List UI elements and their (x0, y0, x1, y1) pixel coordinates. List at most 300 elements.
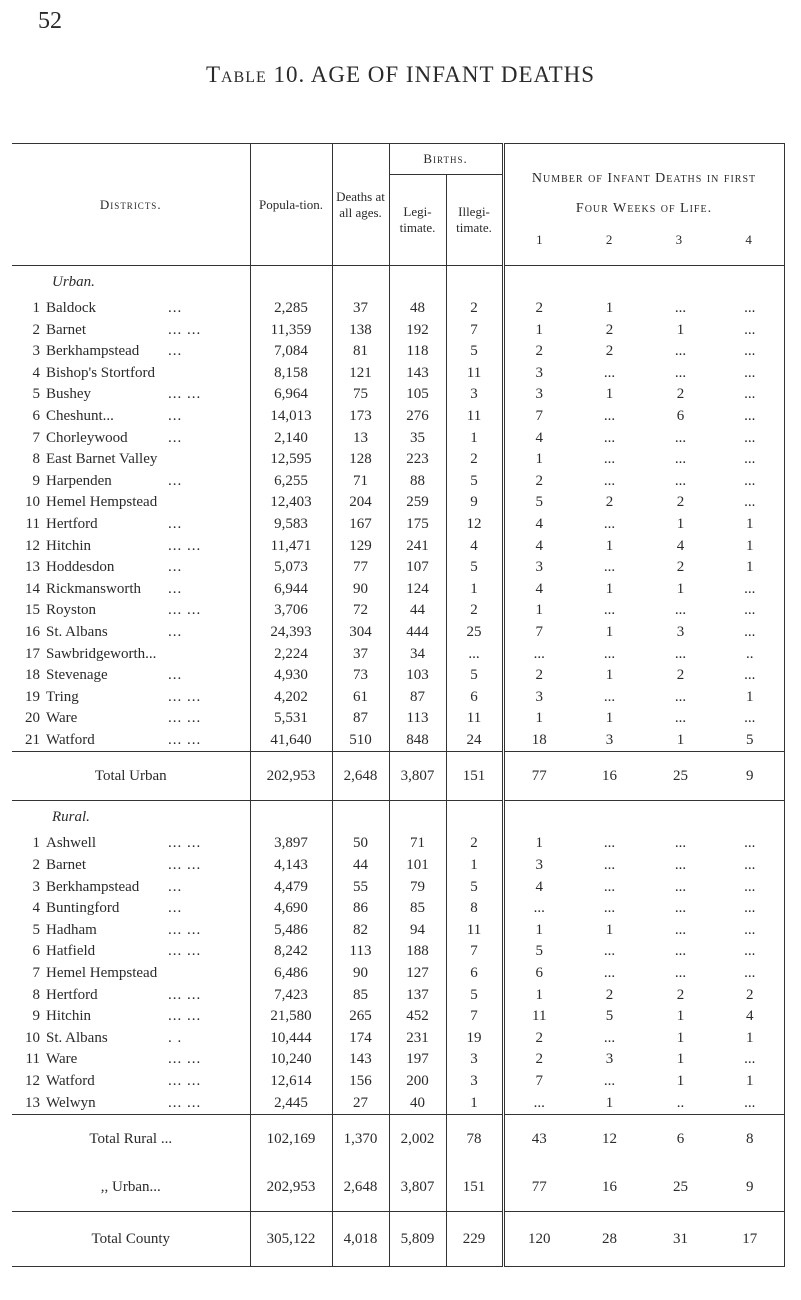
cell-ill: 5 (446, 985, 503, 1007)
district-name: Ashwell (46, 835, 96, 852)
cell-w4: ... (716, 898, 784, 920)
cell-ill: 2 (446, 600, 503, 622)
cell-w4: .. (716, 644, 784, 666)
cell-deaths: 113 (332, 941, 389, 963)
cell-w1: 2 (503, 471, 574, 493)
cell-w2: 2 (605, 494, 614, 511)
cell-deaths: 87 (332, 708, 389, 730)
leader-dots: ... (168, 429, 183, 446)
cell-w2: ... (603, 878, 616, 895)
leader-dots: ... (168, 878, 183, 895)
district-cell (12, 665, 250, 687)
district-cell (12, 384, 250, 406)
cell-pop: 6,486 (250, 963, 332, 985)
cell-w2: ... (603, 1073, 616, 1089)
district-name: East Barnet Valley (46, 451, 158, 468)
cell-ill: 5 (446, 341, 503, 363)
cell-w2: ... (603, 407, 616, 424)
cell-w4: 1 (716, 536, 784, 558)
cell-w4: 1 (716, 687, 784, 709)
district-name: Chorleywood (46, 429, 128, 446)
cell-deaths: 143 (332, 1049, 389, 1071)
cell-w2: ... (603, 472, 616, 489)
table-row (12, 384, 784, 406)
cell-deaths: 156 (332, 1071, 389, 1093)
cell-pop: 4,690 (250, 898, 332, 920)
cell-legi: 200 (389, 1071, 446, 1093)
table-row (12, 708, 784, 730)
table-row (12, 687, 784, 709)
total-label: Total Urban (12, 752, 250, 801)
table-row (12, 363, 784, 385)
cell-w3: 1 (676, 515, 685, 532)
cell-ill: ... (446, 644, 503, 666)
cell-w4: ... (716, 471, 784, 493)
cell-pop: 14,013 (250, 406, 332, 428)
header-infant-deaths-label: Number of Infant Deaths in first Four Weeks of Life. (531, 171, 757, 216)
leader-dots: ... (168, 343, 183, 360)
district-cell (12, 833, 250, 855)
cell-pop: 5,531 (250, 708, 332, 730)
district-cell (12, 644, 250, 666)
cell-pop: 2,224 (250, 644, 332, 666)
cell-w4: 8 (716, 1115, 784, 1164)
cell-pop: 2,445 (250, 1093, 332, 1115)
header-week-2: 2 (605, 232, 613, 247)
cell-ill: 78 (446, 1115, 503, 1164)
cell-ill: 5 (446, 471, 503, 493)
cell-w3: 1 (676, 1073, 685, 1089)
cell-legi: 105 (389, 384, 446, 406)
cell-pop: 305,122 (250, 1212, 332, 1267)
leader-dots: ... ... (168, 386, 202, 403)
cell-deaths: 75 (332, 384, 389, 406)
county-total-row (12, 1212, 784, 1267)
leader-dots: ... (168, 407, 183, 424)
district-cell (12, 855, 250, 877)
cell-w4: 5 (716, 730, 784, 752)
cell-deaths: 128 (332, 449, 389, 471)
district-name: Hertford (46, 515, 98, 532)
cell-w1: 5 (503, 492, 574, 514)
cell-pop: 12,403 (250, 492, 332, 514)
header-week-1: 1 (536, 232, 543, 247)
cell-w1: 3 (503, 557, 574, 579)
cell-w2: 1 (605, 537, 614, 554)
cell-legi: 85 (389, 898, 446, 920)
cell-w3: ... (674, 857, 687, 874)
district-index: 12 (25, 537, 40, 554)
district-index: 1 (32, 835, 40, 852)
cell-deaths: 72 (332, 600, 389, 622)
district-name: Bushey (46, 386, 91, 403)
table-row (12, 492, 784, 514)
district-name: Tring (46, 688, 79, 705)
cell-w1: 3 (503, 855, 574, 877)
total-row (12, 1115, 784, 1164)
leader-dots: ... ... (168, 1094, 202, 1111)
cell-legi: 79 (389, 877, 446, 899)
district-index: 7 (32, 965, 40, 982)
cell-ill: 11 (446, 708, 503, 730)
leader-dots: ... ... (168, 986, 202, 1003)
district-cell (12, 363, 250, 385)
cell-legi: 259 (389, 492, 446, 514)
table-row (12, 833, 784, 855)
table-row (12, 536, 784, 558)
cell-w3: 25 (645, 752, 716, 801)
cell-legi: 452 (389, 1006, 446, 1028)
cell-w3: 1 (676, 1029, 685, 1046)
header-districts: Districts. (12, 144, 250, 266)
cell-w4: ... (716, 622, 784, 644)
section-heading: Rural. (52, 809, 90, 826)
district-cell (12, 449, 250, 471)
cell-legi: 444 (389, 622, 446, 644)
cell-ill: 11 (446, 363, 503, 385)
cell-w1: 1 (503, 708, 574, 730)
cell-legi: 3,807 (389, 1163, 446, 1212)
cell-w3: ... (674, 364, 687, 381)
page-number: 52 (38, 8, 62, 34)
cell-w1: 4 (503, 877, 574, 899)
district-index: 10 (25, 1029, 40, 1046)
cell-ill: 9 (446, 492, 503, 514)
cell-pop: 9,583 (250, 514, 332, 536)
cell-ill: 5 (446, 557, 503, 579)
header-legitimate: Legi-timate. (389, 175, 446, 266)
cell-legi: 118 (389, 341, 446, 363)
cell-w1: 1 (503, 920, 574, 942)
cell-ill: 3 (446, 1049, 503, 1071)
table-row (12, 622, 784, 644)
table-row (12, 898, 784, 920)
district-cell (12, 941, 250, 963)
table-row (12, 941, 784, 963)
district-index: 6 (32, 943, 40, 960)
district-cell (12, 492, 250, 514)
district-name: Cheshunt... (46, 407, 114, 424)
cell-pop: 202,953 (250, 1163, 332, 1212)
cell-legi: 3,807 (389, 752, 446, 801)
cell-legi: 40 (389, 1093, 446, 1115)
leader-dots: ... ... (168, 835, 202, 852)
total-row (12, 1163, 784, 1212)
cell-w4: ... (716, 877, 784, 899)
district-cell (12, 920, 250, 942)
district-index: 8 (32, 451, 40, 468)
cell-w2: ... (603, 943, 616, 960)
cell-pop: 2,140 (250, 428, 332, 450)
district-cell (12, 687, 250, 709)
leader-dots: ... (168, 472, 183, 489)
cell-w3: ... (674, 645, 687, 662)
cell-w3: ... (674, 688, 687, 705)
cell-w2: ... (603, 1029, 616, 1046)
district-cell (12, 622, 250, 644)
header-week-4: 4 (745, 232, 752, 247)
cell-pop: 2,285 (250, 298, 332, 320)
cell-w4: ... (716, 855, 784, 877)
cell-w2: ... (603, 835, 616, 852)
cell-w4: 17 (716, 1212, 784, 1267)
cell-w4: ... (716, 963, 784, 985)
cell-w2: ... (603, 965, 616, 982)
header-week-3: 3 (675, 232, 683, 247)
cell-w2: 1 (605, 623, 614, 640)
cell-w3: 2 (676, 386, 685, 403)
cell-w1: 3 (503, 363, 574, 385)
cell-ill: 1 (446, 428, 503, 450)
header-illegitimate: Illegi-timate. (446, 175, 503, 266)
cell-deaths: 4,018 (332, 1212, 389, 1267)
cell-pop: 4,930 (250, 665, 332, 687)
district-cell (12, 1093, 250, 1115)
cell-w4: ... (716, 833, 784, 855)
district-cell (12, 1071, 250, 1093)
cell-ill: 151 (446, 752, 503, 801)
table-row (12, 877, 784, 899)
district-name: St. Albans (46, 1029, 108, 1046)
district-index: 9 (32, 1008, 40, 1025)
cell-w3: ... (674, 429, 687, 446)
district-cell (12, 600, 250, 622)
district-index: 16 (25, 623, 40, 640)
cell-legi: 197 (389, 1049, 446, 1071)
cell-pop: 4,479 (250, 877, 332, 899)
district-index: 9 (32, 472, 40, 489)
district-name: Welwyn (46, 1094, 96, 1111)
cell-pop: 3,897 (250, 833, 332, 855)
cell-legi: 848 (389, 730, 446, 752)
district-index: 3 (32, 878, 40, 895)
cell-deaths: 1,370 (332, 1115, 389, 1164)
cell-ill: 7 (446, 320, 503, 342)
cell-w2: ... (603, 429, 616, 446)
cell-w4: ... (716, 920, 784, 942)
cell-w4: ... (716, 579, 784, 601)
total-label: Total Rural ... (12, 1115, 250, 1164)
district-name: Hitchin (46, 1008, 91, 1025)
cell-w3: ... (674, 878, 687, 895)
district-cell (12, 514, 250, 536)
cell-pop: 5,486 (250, 920, 332, 942)
cell-ill: 7 (446, 1006, 503, 1028)
district-name: Baldock (46, 300, 96, 316)
cell-w1: 4 (503, 428, 574, 450)
cell-legi: 223 (389, 449, 446, 471)
section-heading-row (12, 266, 784, 299)
district-index: 14 (25, 580, 40, 597)
cell-ill: 2 (446, 833, 503, 855)
cell-w1: ... (503, 644, 574, 666)
cell-w4: ... (716, 298, 784, 320)
district-index: 19 (25, 688, 40, 705)
cell-w3: 2 (676, 986, 685, 1003)
district-cell (12, 341, 250, 363)
cell-w3: 2 (676, 559, 685, 576)
cell-w3: 1 (676, 321, 685, 338)
cell-w4: ... (716, 1093, 784, 1115)
cell-w2: 1 (605, 667, 614, 684)
table-row (12, 1071, 784, 1093)
district-cell (12, 1006, 250, 1028)
district-name: Hemel Hempstead (46, 494, 158, 511)
leader-dots: ... (168, 300, 183, 316)
cell-ill: 3 (446, 1071, 503, 1093)
cell-ill: 5 (446, 877, 503, 899)
district-index: 2 (32, 857, 40, 874)
cell-w3: 6 (645, 1115, 716, 1164)
cell-ill: 2 (446, 449, 503, 471)
leader-dots: ... ... (168, 857, 202, 874)
cell-ill: 5 (446, 665, 503, 687)
cell-deaths: 138 (332, 320, 389, 342)
leader-dots: . . (168, 1029, 183, 1046)
cell-w2: 16 (574, 1163, 645, 1212)
cell-pop: 6,964 (250, 384, 332, 406)
table-row (12, 730, 784, 752)
leader-dots: ... ... (168, 943, 202, 960)
cell-w2: 3 (605, 731, 614, 748)
cell-w3: ... (674, 710, 687, 727)
district-name: Hatfield (46, 943, 96, 960)
district-cell (12, 1028, 250, 1050)
district-name: Buntingford (46, 900, 120, 917)
cell-legi: 103 (389, 665, 446, 687)
leader-dots: ... ... (168, 321, 202, 338)
cell-w3: 3 (676, 623, 685, 640)
cell-deaths: 129 (332, 536, 389, 558)
district-index: 1 (32, 300, 40, 316)
district-cell (12, 406, 250, 428)
cell-w4: 2 (716, 985, 784, 1007)
cell-w1: 1 (503, 449, 574, 471)
cell-legi: 88 (389, 471, 446, 493)
cell-w2: ... (603, 645, 616, 662)
cell-w1: 1 (503, 600, 574, 622)
district-index: 13 (25, 1094, 40, 1111)
cell-w4: 9 (716, 752, 784, 801)
district-index: 20 (25, 710, 40, 727)
district-name: Berkhampstead (46, 878, 140, 895)
cell-pop: 11,471 (250, 536, 332, 558)
infant-deaths-table (12, 143, 785, 1267)
cell-pop: 4,202 (250, 687, 332, 709)
header-infant-deaths (503, 144, 784, 266)
section-heading: Urban. (52, 274, 95, 290)
cell-pop: 21,580 (250, 1006, 332, 1028)
district-name: Hemel Hempstead (46, 965, 158, 982)
cell-w4: ... (716, 492, 784, 514)
cell-legi: 276 (389, 406, 446, 428)
cell-w1: 1 (503, 833, 574, 855)
total-label: ,, Urban... (12, 1163, 250, 1212)
cell-w3: ... (674, 835, 687, 852)
cell-w3: 31 (645, 1212, 716, 1267)
district-index: 2 (32, 321, 40, 338)
cell-w3: ... (674, 921, 687, 938)
cell-deaths: 50 (332, 833, 389, 855)
cell-w1: 5 (503, 941, 574, 963)
cell-legi: 127 (389, 963, 446, 985)
cell-pop: 4,143 (250, 855, 332, 877)
cell-ill: 229 (446, 1212, 503, 1267)
cell-w1: 4 (503, 536, 574, 558)
cell-ill: 8 (446, 898, 503, 920)
table-row (12, 920, 784, 942)
district-index: 3 (32, 343, 40, 360)
section-heading-row (12, 801, 784, 834)
cell-deaths: 77 (332, 557, 389, 579)
header-population: Popula-tion. (250, 144, 332, 266)
cell-ill: 11 (446, 406, 503, 428)
district-index: 6 (32, 407, 40, 424)
cell-w2: 16 (574, 752, 645, 801)
leader-dots: ... ... (168, 710, 202, 727)
cell-ill: 1 (446, 579, 503, 601)
cell-w3: ... (674, 900, 687, 917)
cell-deaths: 55 (332, 877, 389, 899)
district-name: Sawbridgeworth... (46, 645, 157, 662)
cell-ill: 1 (446, 1093, 503, 1115)
cell-pop: 6,944 (250, 579, 332, 601)
table-row (12, 1049, 784, 1071)
cell-ill: 6 (446, 963, 503, 985)
cell-legi: 101 (389, 855, 446, 877)
cell-w1: 2 (503, 1028, 574, 1050)
cell-pop: 102,169 (250, 1115, 332, 1164)
cell-w1: 7 (503, 1071, 574, 1093)
cell-legi: 175 (389, 514, 446, 536)
cell-ill: 24 (446, 730, 503, 752)
cell-deaths: 61 (332, 687, 389, 709)
cell-w1: 4 (503, 579, 574, 601)
district-cell (12, 428, 250, 450)
cell-pop: 12,614 (250, 1071, 332, 1093)
cell-pop: 8,242 (250, 941, 332, 963)
leader-dots: ... (168, 623, 183, 640)
cell-legi: 113 (389, 708, 446, 730)
cell-pop: 11,359 (250, 320, 332, 342)
cell-w1: 4 (503, 514, 574, 536)
table-number: 10. (273, 62, 306, 87)
cell-w2: 1 (605, 921, 614, 938)
cell-w1: 77 (503, 1163, 574, 1212)
cell-w3: ... (674, 943, 687, 960)
cell-deaths: 44 (332, 855, 389, 877)
cell-legi: 192 (389, 320, 446, 342)
cell-legi: 137 (389, 985, 446, 1007)
district-index: 10 (25, 494, 40, 511)
table-row (12, 600, 784, 622)
cell-deaths: 167 (332, 514, 389, 536)
cell-legi: 107 (389, 557, 446, 579)
cell-w2: 1 (605, 580, 614, 597)
cell-ill: 7 (446, 941, 503, 963)
district-cell (12, 471, 250, 493)
leader-dots: ... ... (168, 1073, 202, 1089)
cell-w4: ... (716, 941, 784, 963)
cell-ill: 12 (446, 514, 503, 536)
leader-dots: ... ... (168, 921, 202, 938)
cell-legi: 71 (389, 833, 446, 855)
district-index: 11 (25, 1051, 40, 1068)
district-name: Stevenage (46, 667, 108, 684)
district-name: Barnet (46, 857, 86, 874)
table-row (12, 406, 784, 428)
district-name: Ware (46, 1051, 78, 1068)
